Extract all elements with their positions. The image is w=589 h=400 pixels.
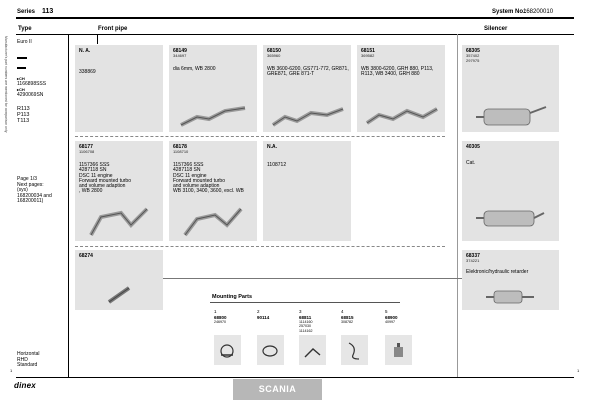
page-number: 1	[10, 368, 13, 373]
part-ref-line: 357402	[466, 53, 480, 58]
series-value: 113	[42, 8, 54, 15]
part-number: 68151	[361, 48, 375, 54]
engine-icon-2: ▸CH	[17, 87, 25, 92]
mount-part: 68811	[299, 315, 312, 320]
part-ref: 369582	[361, 53, 375, 58]
front-pipe-drawing	[179, 105, 249, 129]
front-pipe-tick	[97, 34, 98, 44]
configuration	[17, 352, 40, 369]
brand-banner: SCANIA	[233, 379, 322, 400]
retarder-silencer-drawing	[486, 286, 536, 308]
hanger-icon	[341, 335, 368, 365]
part-number: N.A.	[267, 144, 277, 150]
mount-index: 2	[257, 309, 260, 314]
part-number: 68305	[466, 48, 480, 54]
mount-part: 68800	[214, 315, 227, 320]
front-pipe-drawing	[365, 105, 439, 129]
row-separator	[75, 136, 445, 137]
system-value: 168200010	[523, 9, 554, 15]
page-info-line: Next pages:	[17, 181, 44, 188]
mount-ref-line: 257030	[299, 324, 311, 329]
bracket-icon	[299, 335, 326, 365]
part-text	[79, 163, 131, 195]
part-text-line: 1157366 SSS	[79, 162, 110, 168]
mount-ref: 308782	[341, 320, 353, 324]
part-ref	[466, 54, 479, 63]
panel-na-2	[263, 141, 351, 241]
part-number: 40305	[466, 144, 480, 150]
part-ref: 1106708	[79, 149, 95, 154]
clamp-icon	[214, 335, 241, 365]
panel-68149[interactable]	[169, 45, 257, 132]
part-number: 68337	[466, 253, 480, 259]
part-number: N. A.	[79, 48, 91, 54]
part-ref: 365960	[267, 53, 281, 58]
part-number: 68150	[267, 48, 281, 54]
mount-ref-line: 1114160	[299, 320, 313, 324]
pipe-section-drawing	[105, 284, 135, 306]
part-number: 68178	[173, 144, 187, 150]
mount-ref: 40997	[385, 320, 395, 324]
part-number: 68274	[79, 253, 93, 259]
part-text	[173, 163, 244, 195]
paste-tube-icon	[385, 335, 412, 365]
page-info-line: 168200034 and	[17, 192, 52, 199]
part-text-line: Forward mounted turbo	[173, 177, 225, 184]
mount-ref	[299, 320, 312, 333]
panel-68151[interactable]	[357, 45, 445, 132]
page-info-line: (sys)	[17, 187, 28, 194]
mount-part: 90114	[257, 315, 270, 320]
part-ref-line: 297975	[466, 57, 480, 63]
part-text: dia 6mm, WB 2800	[173, 66, 216, 72]
panel-40305[interactable]	[462, 141, 559, 241]
system-label: System No.:	[492, 9, 527, 15]
series-label: Series	[17, 9, 36, 15]
mounting-title: Mounting Parts	[212, 294, 253, 300]
part-text: WB 3600-6200, GS771-772, GR871, GRE871, GRE 871-T	[267, 66, 349, 78]
header-rule	[16, 17, 574, 19]
footer-rule	[16, 377, 574, 378]
part-text-line: Forward mounted turbo	[79, 177, 131, 184]
column-front-pipe: Front pipe	[98, 26, 128, 32]
part-text-line: 4287118 SN	[79, 167, 107, 174]
side-note: Manufacturer's part numbers are mentioned for comparison only	[4, 36, 8, 133]
config-drive: RHD	[17, 356, 28, 363]
truck-icon-2	[17, 67, 26, 69]
part-text: Elektronic/hydraulic retarder	[466, 269, 529, 275]
mounting-rule	[210, 302, 400, 303]
part-ref: 344697	[173, 53, 187, 58]
part-text: WB 3800-6200, GRH 880, P113, R113, WB 3400, GRH 880	[361, 66, 434, 78]
part-text-line: 4287118 SN	[173, 167, 201, 174]
part-text-line: DSC 11 engine	[173, 172, 207, 179]
front-pipe-drawing	[87, 203, 151, 239]
model-p113: P113	[17, 112, 30, 118]
panel-na-1	[75, 45, 163, 132]
part-text-line: WB 3100, 3400, 3600, excl. WB	[173, 188, 244, 195]
mount-part: 68900	[385, 315, 398, 320]
euro-class: Euro II	[17, 39, 32, 45]
silencer-column-divider	[457, 34, 458, 377]
engine-codes	[17, 76, 46, 98]
v-clamp-icon	[257, 335, 284, 365]
panel-68177[interactable]	[75, 141, 163, 241]
engine-code-1: 1166898SSS	[17, 80, 47, 87]
truck-icon	[17, 57, 27, 59]
column-rule	[16, 34, 574, 35]
silencer-drawing	[474, 103, 550, 131]
connector-line	[163, 278, 462, 279]
type-column-divider	[68, 34, 69, 377]
part-text: 1108712	[267, 162, 287, 168]
part-text-line: and volume adaption	[79, 183, 126, 190]
model-r113: R113	[17, 106, 30, 112]
models	[17, 106, 30, 124]
part-text-line: , WB 2800	[79, 188, 103, 195]
mount-part: 68815	[341, 315, 354, 320]
part-text-line: and volume adaption	[173, 183, 220, 190]
mount-box-3[interactable]	[299, 335, 326, 365]
mount-box-2[interactable]	[257, 335, 284, 365]
mount-index: 3	[299, 309, 302, 314]
catalyst-drawing	[476, 205, 546, 231]
panel-68337[interactable]	[462, 250, 559, 310]
part-text-line: 1157366 SSS	[173, 162, 204, 168]
part-ref: 374221	[466, 258, 480, 263]
column-type: Type	[18, 26, 32, 32]
part-text-line: DSC 11 engine	[79, 172, 113, 179]
page-info-line: 168200011)	[17, 198, 44, 205]
front-pipe-drawing	[271, 105, 345, 129]
mount-box-5[interactable]	[385, 335, 412, 365]
mount-ref-line: 1114162	[299, 328, 313, 333]
dinex-logo: dinex	[14, 381, 36, 390]
mount-box-1[interactable]	[214, 335, 241, 365]
panel-68274[interactable]	[75, 250, 163, 310]
mount-index: 4	[341, 309, 344, 314]
part-text: 338869	[79, 69, 96, 75]
page-info-line: Page 1/3	[17, 176, 38, 182]
mount-index: 5	[385, 309, 388, 314]
row-separator	[75, 246, 445, 247]
config-orientation: Horizontal	[17, 351, 40, 357]
part-text: Cat.	[466, 160, 476, 166]
model-t113: T113	[17, 118, 30, 124]
mount-ref: 246970	[214, 320, 226, 324]
engine-icon: ▸CH	[17, 76, 25, 81]
part-number: 68177	[79, 144, 93, 150]
part-number: 68149	[173, 48, 187, 54]
panel-68150[interactable]	[263, 45, 351, 132]
panel-68178[interactable]	[169, 141, 257, 241]
engine-code-2: 4290069SN	[17, 91, 44, 98]
page-info	[17, 177, 52, 205]
mount-box-4[interactable]	[341, 335, 368, 365]
corner-number: 1	[577, 368, 580, 373]
panel-68305[interactable]	[462, 45, 559, 132]
part-ref: 1108710	[173, 149, 189, 154]
front-pipe-drawing	[181, 203, 245, 239]
config-variant: Standard	[17, 362, 38, 369]
mount-index: 1	[214, 309, 217, 314]
column-silencer: Silencer	[484, 26, 508, 32]
